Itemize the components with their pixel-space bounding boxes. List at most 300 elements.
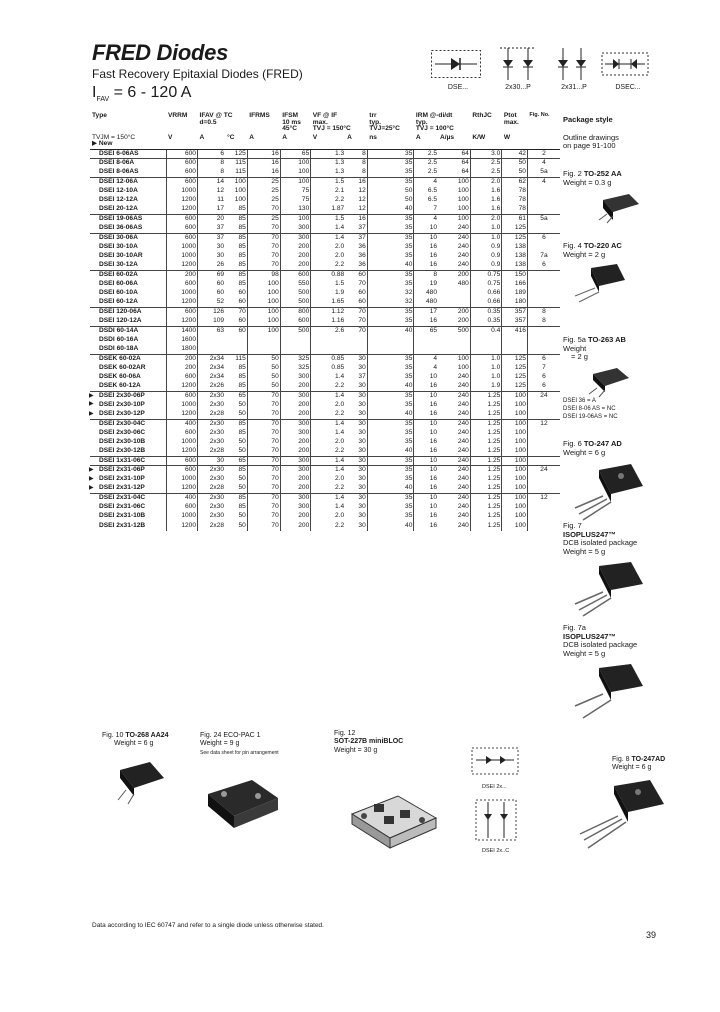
if-cell: 30 (358, 484, 366, 492)
table-row (90, 447, 560, 456)
table-row (90, 503, 560, 512)
rth-cell: 1.25 (470, 391, 501, 400)
fig-cell (527, 447, 560, 456)
didt-cell: 480 (457, 279, 469, 287)
tc-cell: 50 (238, 484, 246, 492)
vf-cell: 1.87 (311, 205, 345, 214)
tc-cell: 100 (234, 196, 246, 204)
unit-ifsm: A (280, 134, 311, 150)
ifsm-cell: 200 (280, 521, 311, 530)
type-cell: DSEK 60-12A (99, 381, 141, 389)
trr-cell: 35 (367, 475, 414, 484)
irm-cell: 10 (414, 456, 438, 465)
trr-cell: 40 (367, 261, 414, 270)
didt-cell: 100 (438, 177, 470, 186)
type-cell: DSEI 2x31-04C (90, 493, 166, 502)
trr-cell: 35 (367, 270, 414, 279)
irm-cell: 16 (414, 317, 438, 326)
ifav-cell: 26 (197, 261, 225, 270)
type-cell: DSEI 60-10A (99, 289, 138, 297)
tc-cell: 85 (238, 372, 246, 380)
ifsm-cell: 100 (280, 215, 311, 224)
vf-cell: 2.0 (311, 438, 345, 447)
ptot-cell: 100 (502, 512, 528, 521)
v-cell: 600 (166, 308, 197, 317)
v-cell: 1200 (166, 447, 197, 456)
vf-cell: 2.0 (311, 512, 345, 521)
vf-cell: 1.4 (311, 391, 345, 400)
ptot-cell: 189 (502, 289, 528, 298)
irm-cell: 7 (414, 205, 438, 214)
tc-cell: 85 (238, 428, 246, 436)
trr-cell: 50 (367, 187, 414, 196)
didt-cell: 240 (438, 466, 470, 475)
tc-cell: 50 (238, 400, 246, 408)
ifav-cell: 30 (197, 252, 225, 261)
header-ifsm: IFSM 10 ms 45°C (282, 112, 301, 133)
trr-cell: 35 (367, 242, 414, 251)
irm-cell: 4 (414, 354, 438, 363)
unit-ptot: W (502, 134, 528, 150)
vf-cell (311, 335, 345, 344)
fig-cell (527, 512, 560, 521)
didt-cell: 240 (438, 493, 470, 502)
irm-cell: 4 (414, 177, 438, 186)
irm-cell: 65 (414, 326, 438, 335)
didt-cell: 100 (457, 187, 469, 194)
v-cell: 400 (166, 419, 197, 428)
fig-cell (527, 335, 560, 344)
ifrms-cell: 70 (247, 252, 280, 261)
ifrms-cell: 25 (247, 187, 280, 196)
rth-cell: 0.75 (470, 280, 501, 289)
ptot-cell: 100 (502, 438, 528, 447)
table-row (90, 280, 560, 289)
table-row (90, 187, 560, 196)
if-cell: 30 (358, 381, 366, 389)
fig-cell (527, 400, 560, 409)
tc-cell: 60 (238, 298, 246, 306)
ptot-cell: 50 (502, 159, 528, 168)
common-cathode-symbol-icon (601, 49, 649, 79)
rth-cell: 1.0 (470, 224, 501, 233)
ptot-cell: 166 (502, 280, 528, 289)
ptot-cell: 100 (502, 475, 528, 484)
ifrms-cell: 100 (247, 289, 280, 298)
ifav-cell: 2x30 (197, 475, 225, 484)
didt-cell: 100 (457, 205, 469, 213)
ifrms-cell: 100 (247, 317, 280, 326)
trr-cell: 35 (367, 512, 414, 521)
if-cell: 16 (345, 177, 367, 186)
symbol-2x30p (494, 40, 544, 88)
ptot-cell: 78 (502, 196, 528, 205)
irm-cell: 2.5 (414, 168, 438, 177)
sot227-schematic-icon (470, 744, 520, 780)
ptot-cell: 100 (502, 503, 528, 512)
table-row (90, 224, 560, 233)
irm-cell: 16 (414, 475, 438, 484)
v-cell: 1200 (166, 261, 197, 270)
ifav-cell: 2x30 (197, 466, 225, 475)
ptot-cell: 357 (502, 317, 528, 326)
didt-cell: 64 (438, 149, 470, 158)
ifrms-cell: 70 (247, 493, 280, 502)
fig-cell: 24 (527, 391, 560, 400)
tc-cell: 100 (234, 187, 246, 194)
package-fig8: Fig. 8 TO-247AD Weight = 6 g (612, 756, 666, 772)
irm-cell: 16 (414, 410, 438, 419)
ifrms-cell: 70 (247, 410, 280, 419)
vf-cell: 1.4 (311, 503, 345, 512)
v-cell: 1000 (166, 252, 197, 261)
vf-cell: 1.4 (311, 224, 345, 233)
trr-cell: 40 (367, 382, 414, 391)
rth-cell: 0.9 (470, 252, 501, 261)
didt-cell: 200 (457, 316, 469, 324)
tc-cell: 85 (238, 381, 246, 389)
tc-cell: 115 (235, 168, 246, 176)
if-cell: 70 (345, 308, 367, 317)
symbol-label-dse: DSE... (447, 84, 469, 91)
didt-cell: 240 (457, 503, 469, 511)
ifsm-cell: 300 (280, 419, 311, 428)
didt-cell: 100 (457, 363, 469, 371)
ifsm-cell: 200 (280, 438, 311, 447)
ifrms-cell: 16 (247, 168, 280, 177)
irm-cell: 10 (414, 503, 438, 512)
page-number: 39 (646, 930, 657, 940)
table-row (90, 215, 560, 224)
fig-cell (527, 345, 560, 354)
ifav-cell: 12 (197, 187, 225, 196)
vf-cell: 2.2 (311, 521, 345, 530)
unit-vrrm: V (166, 134, 197, 150)
tc-cell: 70 (225, 308, 247, 317)
table-row (90, 270, 560, 279)
ifav-cell (197, 335, 225, 344)
type-cell: DSEI 30-06A (90, 233, 166, 242)
rth-cell: 0.9 (470, 261, 501, 270)
ifav-cell: 8 (197, 168, 225, 177)
package-fig7: Fig. 7 ISOPLUS247™ DCB isolated package Weight = 5 g (563, 522, 703, 557)
table-row (90, 512, 560, 521)
tc-cell: 85 (238, 205, 246, 213)
ptot-cell: 125 (502, 354, 528, 363)
rth-cell: 1.25 (470, 447, 501, 456)
ptot-cell: 100 (502, 484, 528, 493)
rth-cell: 0.35 (470, 317, 501, 326)
ifrms-cell (247, 345, 280, 354)
v-cell: 600 (166, 456, 197, 465)
irm-cell: 19 (414, 280, 438, 289)
v-cell: 200 (166, 354, 197, 363)
table-row (90, 419, 560, 428)
ptot-cell: 180 (502, 298, 528, 307)
package-fig6: Fig. 6 TO-247 AD Weight = 6 g (563, 440, 703, 457)
if-cell: 37 (358, 372, 366, 380)
ifrms-cell: 50 (247, 373, 280, 382)
v-cell: 600 (166, 280, 197, 289)
table-row (90, 466, 560, 475)
v-cell: 1000 (166, 187, 197, 196)
trr-cell: 40 (367, 205, 414, 214)
ifav-cell: 6 (197, 149, 225, 158)
didt-cell: 240 (438, 456, 470, 465)
type-cell: DSEI 30-12A (99, 261, 138, 269)
if-cell: 60 (358, 289, 366, 297)
ptot-cell: 100 (502, 400, 528, 409)
unit-if: A (345, 134, 367, 150)
ptot-cell: 100 (502, 428, 528, 437)
vf-cell: 2.0 (311, 242, 345, 251)
irm-cell: 10 (414, 224, 438, 233)
if-cell: 12 (358, 205, 366, 213)
diode-table (90, 112, 560, 531)
ifsm-cell: 200 (280, 400, 311, 409)
rth-cell: 1.25 (470, 484, 501, 493)
rth-cell: 2.0 (470, 215, 501, 224)
type-cell: DSEI 12-06A (90, 177, 166, 186)
package-fig10: Fig. 10 TO-268 AA24 Weight = 6 g (102, 732, 169, 748)
irm-cell: 2.5 (414, 149, 438, 158)
if-cell: 30 (345, 354, 367, 363)
if-cell: 30 (358, 363, 366, 371)
ifsm-cell: 65 (280, 149, 311, 158)
didt-cell: 64 (438, 159, 470, 168)
fig-cell (527, 428, 560, 437)
if-cell: 8 (345, 149, 367, 158)
ifav-cell: 30 (197, 456, 225, 465)
irm-cell: 10 (414, 419, 438, 428)
tc-cell: 65 (225, 456, 247, 465)
irm-cell: 10 (414, 466, 438, 475)
vf-cell: 2.2 (311, 447, 345, 456)
ifsm-cell: 300 (280, 466, 311, 475)
v-cell: 600 (166, 168, 197, 177)
fig-cell: 12 (527, 493, 560, 502)
ifrms-cell: 70 (247, 242, 280, 251)
v-cell: 1200 (166, 196, 197, 205)
ifrms-cell: 16 (247, 149, 280, 158)
table-row (90, 159, 560, 168)
ptot-cell: 100 (502, 391, 528, 400)
v-cell: 400 (166, 493, 197, 502)
ifav-cell: 2x28 (197, 410, 225, 419)
irm-cell: 2.5 (414, 159, 438, 168)
ifrms-cell: 70 (247, 512, 280, 521)
if-cell: 60 (345, 270, 367, 279)
ifav-cell: 63 (197, 326, 225, 335)
tc-cell: 85 (238, 223, 246, 231)
trr-cell: 40 (367, 521, 414, 530)
fig-cell (527, 456, 560, 465)
page-subtitle: Fast Recovery Epitaxial Diodes (FRED) (92, 67, 303, 81)
ifsm-cell: 130 (280, 205, 311, 214)
if-cell: 30 (345, 466, 367, 475)
ifsm-cell: 300 (280, 233, 311, 242)
trr-cell: 35 (367, 252, 414, 261)
irm-cell: 10 (414, 373, 438, 382)
if-cell: 30 (358, 428, 366, 436)
rth-cell: 1.25 (470, 503, 501, 512)
ifav-cell: 69 (197, 270, 225, 279)
table-row (90, 391, 560, 400)
ifav-cell: 2x30 (197, 493, 225, 502)
page-title: FRED Diodes (92, 40, 229, 65)
table-row (90, 484, 560, 493)
header-type: Type (92, 112, 107, 119)
didt-cell: 240 (457, 447, 469, 455)
rth-cell: 1.25 (470, 466, 501, 475)
ifsm-cell: 300 (280, 224, 311, 233)
ifav-cell: 30 (197, 242, 225, 251)
irm-cell: 4 (414, 363, 438, 372)
rth-cell: 1.6 (470, 196, 501, 205)
ifsm-cell: 300 (280, 493, 311, 502)
ifrms-cell: 70 (247, 503, 280, 512)
irm-cell: 6.5 (414, 187, 438, 196)
irm-cell: 16 (414, 400, 438, 409)
ifsm-cell: 300 (280, 391, 311, 400)
fig-cell: 8 (527, 308, 560, 317)
ptot-cell: 150 (502, 270, 528, 279)
vf-cell: 2.2 (311, 410, 345, 419)
ifsm-cell: 100 (280, 177, 311, 186)
trr-cell: 35 (367, 373, 414, 382)
tc-cell: 85 (225, 215, 247, 224)
vf-cell: 2.6 (311, 326, 345, 335)
type-cell: DSEI 120-12A (99, 316, 142, 324)
symbol-2x31p (550, 40, 596, 88)
fig-cell: 12 (527, 419, 560, 428)
package-fig5a: Fig. 5a TO-263 AB Weight = 2 g DSEI 36 = A DSEI 8-06 AS = NC DSEI 19-06AS = NC (563, 336, 703, 362)
didt-cell (438, 298, 470, 307)
type-cell: DSEI 36-06AS (99, 223, 143, 231)
fig-cell (527, 521, 560, 530)
table-row (90, 298, 560, 307)
if-cell: 30 (345, 456, 367, 465)
ifsm-cell: 200 (280, 242, 311, 251)
tc-cell: 85 (238, 252, 246, 260)
ifrms-cell: 70 (247, 261, 280, 270)
ifav-cell: 2x34 (197, 363, 225, 372)
ifsm-cell: 200 (280, 261, 311, 270)
vf-cell: 1.4 (311, 466, 345, 475)
fig-cell: 7 (527, 363, 560, 372)
ifrms-cell: 70 (247, 428, 280, 437)
table-row (90, 456, 560, 465)
irm-cell: 16 (414, 261, 438, 270)
rth-cell (470, 335, 501, 344)
if-cell: 30 (345, 391, 367, 400)
ifsm-cell: 300 (280, 428, 311, 437)
trr-cell: 35 (367, 354, 414, 363)
vf-cell: 0.85 (311, 354, 345, 363)
fig-cell (527, 484, 560, 493)
table-row (90, 438, 560, 447)
if-cell: 8 (362, 168, 366, 176)
symbol-dsec (600, 40, 650, 88)
trr-cell (367, 345, 414, 354)
ifrms-cell: 70 (247, 419, 280, 428)
type-cell: ▶ DSEI 2x31-06P (90, 466, 166, 475)
vf-cell: 0.88 (311, 270, 345, 279)
ifsm-cell: 500 (280, 298, 311, 307)
ifrms-cell: 70 (247, 484, 280, 493)
ptot-cell: 416 (502, 326, 528, 335)
type-cell: DSEI 2x31-10B (99, 512, 146, 520)
fig-cell (527, 326, 560, 335)
package-fig4: Fig. 4 TO-220 AC Weight = 2 g (563, 242, 703, 259)
vf-cell: 1.5 (311, 215, 345, 224)
vf-cell: 1.65 (311, 298, 345, 307)
if-cell: 30 (358, 512, 366, 520)
ifav-cell: 2x30 (197, 419, 225, 428)
type-cell: DSEI 2x31-12B (99, 521, 146, 529)
ifrms-cell: 70 (247, 466, 280, 475)
ifrms-cell: 100 (247, 326, 280, 335)
symbol-label-2x31p: 2x31...P (561, 84, 587, 91)
ifrms-cell: 100 (247, 298, 280, 307)
ptot-cell: 100 (502, 466, 528, 475)
ifrms-cell: 70 (247, 391, 280, 400)
ptot-cell: 100 (502, 456, 528, 465)
ifsm-cell: 200 (280, 447, 311, 456)
didt-cell: 240 (457, 428, 469, 436)
trr-cell: 35 (367, 428, 414, 437)
ifav-subscript: FAV (96, 96, 110, 103)
v-cell: 1000 (166, 475, 197, 484)
unit-didt: A/µs (438, 134, 470, 150)
tc-cell: 50 (238, 521, 246, 529)
irm-cell: 480 (414, 298, 438, 307)
package-fig2: Fig. 2 TO-252 AA Weight = 0.3 g (563, 170, 703, 187)
table-row (90, 252, 560, 261)
if-cell: 30 (345, 419, 367, 428)
ifsm-cell: 500 (280, 289, 311, 298)
v-cell: 1000 (166, 512, 197, 521)
sot227b-package-icon (342, 780, 442, 860)
didt-cell: 100 (438, 354, 470, 363)
if-cell: 70 (345, 326, 367, 335)
v-cell: 200 (166, 270, 197, 279)
vf-cell: 1.3 (311, 159, 345, 168)
irm-cell: 16 (414, 382, 438, 391)
vf-cell: 2.2 (311, 382, 345, 391)
tc-cell: 50 (238, 512, 246, 520)
ptot-cell: 138 (502, 261, 528, 270)
if-cell: 30 (358, 447, 366, 455)
table-row (90, 400, 560, 409)
trr-cell: 35 (367, 503, 414, 512)
type-cell: DSEI 8-06AS (99, 168, 139, 176)
type-cell: ▶ DSEI 2x30-12P (90, 410, 166, 419)
type-cell: DSEI 60-02A (90, 270, 166, 279)
ifsm-cell: 200 (280, 484, 311, 493)
ptot-cell: 50 (502, 168, 528, 177)
trr-cell: 35 (367, 177, 414, 186)
vf-cell: 2.0 (311, 400, 345, 409)
ifsm-cell: 100 (280, 168, 311, 177)
type-cell: ▶ DSEI 2x30-10P (90, 400, 166, 409)
didt-cell: 240 (457, 261, 469, 269)
sot227-label-2: DSEI 2x..C (482, 848, 510, 854)
didt-cell: 100 (457, 196, 469, 204)
type-cell: DSEI 30-10AR (99, 252, 143, 260)
didt-cell (438, 289, 470, 298)
ifav-cell: 20 (197, 215, 225, 224)
